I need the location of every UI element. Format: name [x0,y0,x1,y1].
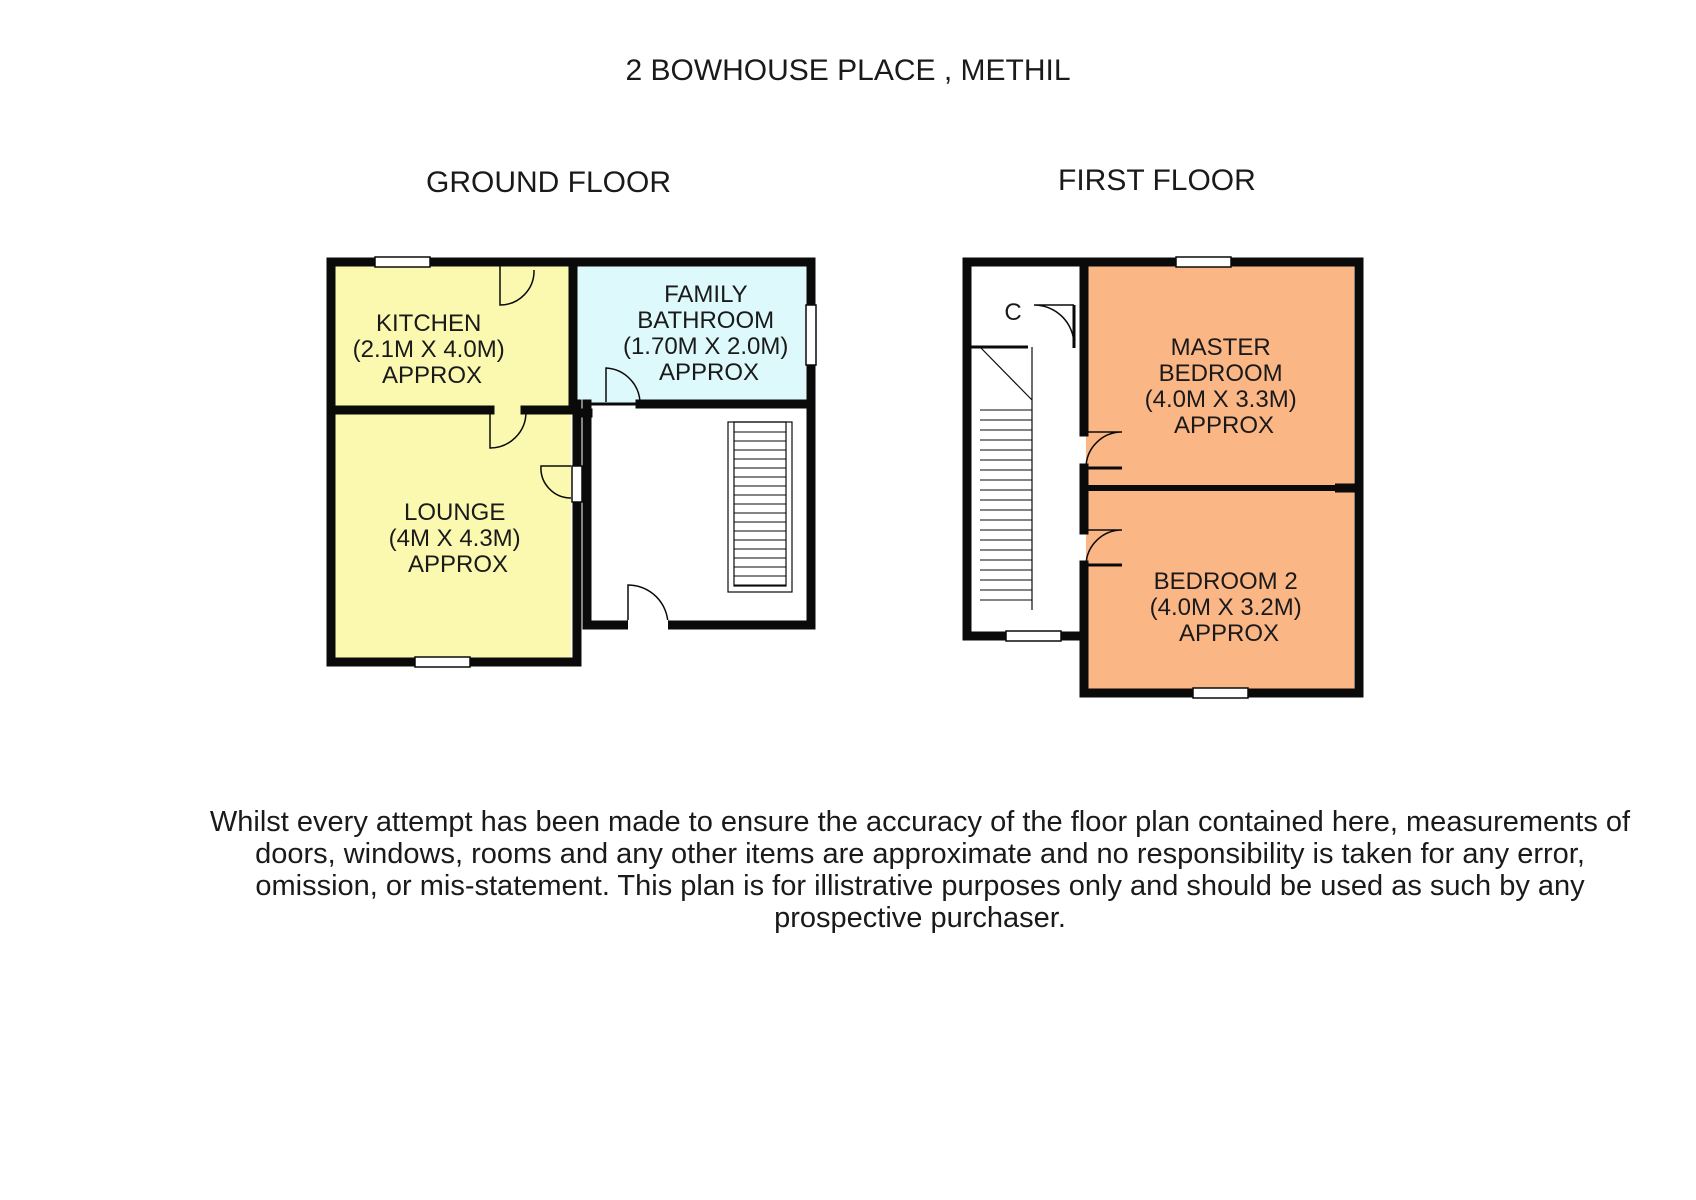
master-bedroom-label-line: MASTER [1170,334,1271,361]
cupboard-label [1004,299,1021,326]
bedroom-2-label-line: BEDROOM 2 [1153,568,1298,595]
bedroom-2-label-line: (4.0M X 3.2M) [1149,594,1302,621]
landing-window [1006,631,1061,641]
kitchen-label-line: KITCHEN [375,310,482,337]
cupboard-label-text: C [1004,299,1022,326]
bathroom-label-line: BATHROOM [637,307,775,334]
first-stairs [980,347,1032,610]
kitchen-window [375,257,430,267]
first-stair-treads [980,410,1032,600]
bathroom-window [806,305,816,365]
kitchen-label-line: APPROX [381,362,483,389]
master-bedroom-label-line: (4.0M X 3.3M) [1144,386,1297,413]
kitchen-label-line: (2.1M X 4.0M) [352,336,505,363]
bathroom-label-line: APPROX [658,359,760,386]
front-door-gap [628,620,668,630]
ground-outer-wall-south [587,404,628,625]
lounge-label-line: LOUNGE [403,499,506,526]
plan-title: 2 BOWHOUSE PLACE , METHIL [625,54,1071,87]
lounge-label-line: (4M X 4.3M) [388,525,521,552]
bathroom-label-line: (1.70M X 2.0M) [622,333,789,360]
bedroom-2-window [1193,688,1248,698]
lounge-window [415,657,470,667]
master-bedroom-label-line: APPROX [1173,412,1275,439]
bathroom-label-line: FAMILY [664,281,748,308]
disclaimer-text: Whilst every attempt has been made to ensure the accuracy of the floor plan contained here, measurements of doors, windows, rooms and any other items are approximate and no responsibility is taken for any error, omission, or mis-statement. This plan is for illistrative purposes only and should be used as such by any prospective purchaser. [209,806,1631,934]
hall-lounge-opening [572,466,582,502]
ground-floor-label: GROUND FLOOR [426,166,672,199]
front-door [628,585,668,625]
lounge-label [389,499,528,578]
lounge-label-line: APPROX [407,551,509,578]
ground-stair-treads [734,432,786,585]
first-floor-plan [967,257,1359,698]
first-floor-label: FIRST FLOOR [1058,164,1256,197]
master-bedroom-label-line: BEDROOM [1158,360,1283,387]
master-bedroom-window [1176,257,1231,267]
cupboard-door [1034,305,1074,345]
bedroom-2-label-line: APPROX [1178,620,1280,647]
